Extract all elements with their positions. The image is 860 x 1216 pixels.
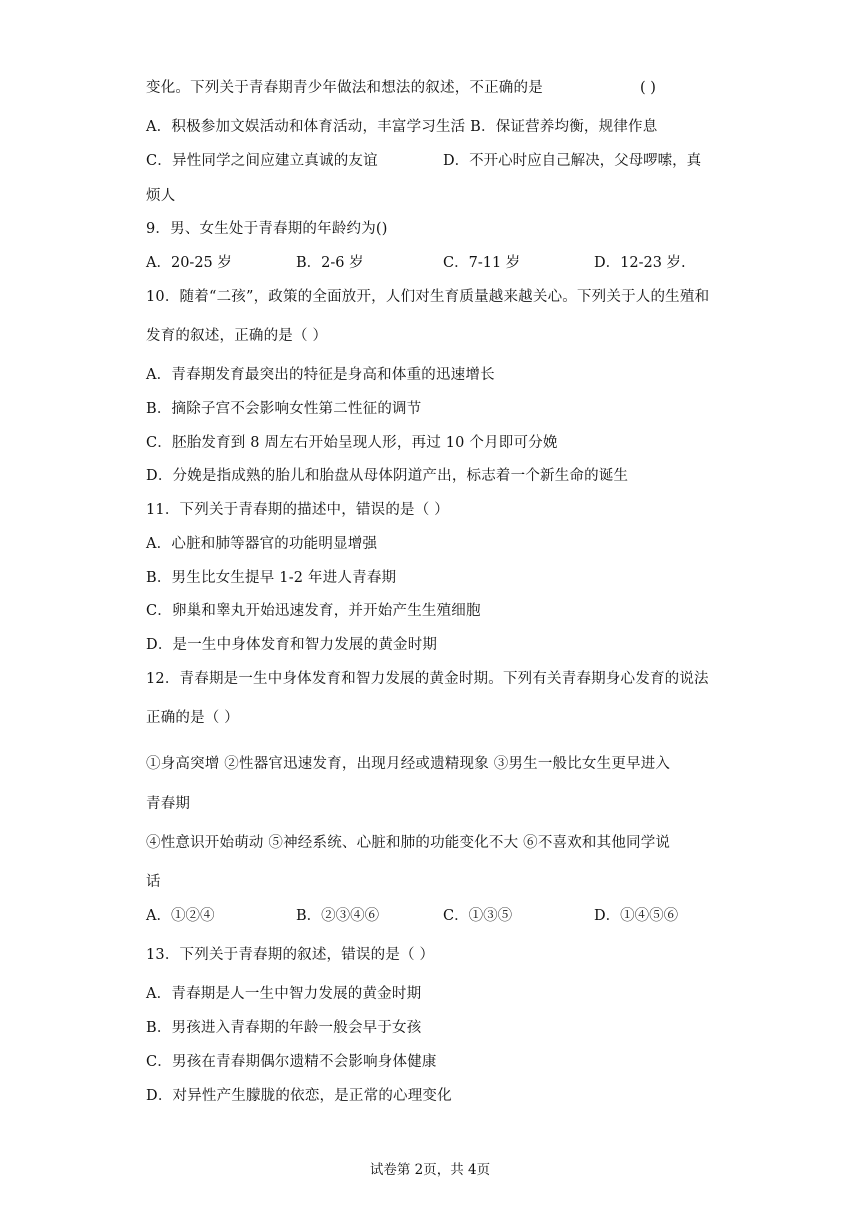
q12-option-d: D．①④⑤⑥ [594,908,679,924]
q10-option-b: B．摘除子宫不会影响女性第二性征的调节 [146,401,422,417]
q12-option-b: B．②③④⑥ [296,908,380,924]
q12-items-line-1: ①身高突增 ②性器官迅速发育，出现月经或遗精现象 ③男生一般比女生更早进入 [146,756,671,772]
q12-stem-line-2: 正确的是（ ） [146,710,240,726]
q13-option-c: C．男孩在青春期偶尔遗精不会影响身体健康 [146,1054,437,1070]
q11-option-c: C．卵巢和睾丸开始迅速发育，并开始产生生殖细胞 [146,603,481,619]
q9-option-d: D．12-23 岁. [594,255,686,271]
q11-stem: 11．下列关于青春期的描述中，错误的是（ ） [146,502,449,518]
q10-stem-line-1: 10．随着“二孩”，政策的全面放开，人们对生育质量越来越关心。下列关于人的生殖和 [146,289,710,305]
q12-items-line-2: ④性意识开始萌动 ⑤神经系统、心脏和肺的功能变化不大 ⑥不喜欢和其他同学说 [146,835,671,851]
q11-option-a: A．心脏和肺等器官的功能明显增强 [146,536,378,552]
q12-option-a: A．①②④ [146,908,215,924]
q11-option-d: D．是一生中身体发育和智力发展的黄金时期 [146,637,438,653]
q11-option-b: B．男生比女生提早 1-2 年进人青春期 [146,570,397,586]
q9-option-c: C．7-11 岁 [443,255,521,271]
q10-option-a: A．青春期发育最突出的特征是身高和体重的迅速增长 [146,367,495,383]
q13-option-d: D．对异性产生朦胧的依恋，是正常的心理变化 [146,1088,452,1104]
q13-option-b: B．男孩进入青春期的年龄一般会早于女孩 [146,1020,422,1036]
q13-stem: 13．下列关于青春期的叙述，错误的是（ ） [146,947,435,963]
q9-option-a: A．20-25 岁 [146,255,232,271]
q10-option-d: D．分娩是指成熟的胎儿和胎盘从母体阴道产出，标志着一个新生命的诞生 [146,468,629,484]
q12-items-line-2-tail: 话 [146,874,161,890]
page-footer: 试卷第 2页，共 4页 [369,1162,491,1178]
q9-option-b: B．2-6 岁 [296,255,364,271]
q8-option-d-tail: 烦人 [146,188,176,204]
q8-option-a-b: A．积极参加文娱活动和体育活动，丰富学习生活 B．保证营养均衡，规律作息 [146,119,658,135]
q10-option-c: C．胚胎发育到 8 周左右开始呈现人形，再过 10 个月即可分娩 [146,435,558,451]
q10-stem-line-2: 发育的叙述，正确的是（ ） [146,328,328,344]
q12-option-c: C．①③⑤ [443,908,513,924]
q8-option-c: C．异性同学之间应建立真诚的友谊 [146,153,378,169]
q9-stem: 9．男、女生处于青春期的年龄约为() [146,221,388,237]
q12-items-line-1-tail: 青春期 [146,796,191,812]
q8-stem-tail: 变化。下列关于青春期青少年做法和想法的叙述，不正确的是 [146,80,543,96]
q8-option-d: D．不开心时应自己解决，父母啰嗦，真 [443,153,702,169]
q12-stem-line-1: 12．青春期是一生中身体发育和智力发展的黄金时期。下列有关青春期身心发育的说法 [146,671,709,687]
q8-answer-paren: ( ) [640,80,656,96]
q13-option-a: A．青春期是人一生中智力发展的黄金时期 [146,986,422,1002]
